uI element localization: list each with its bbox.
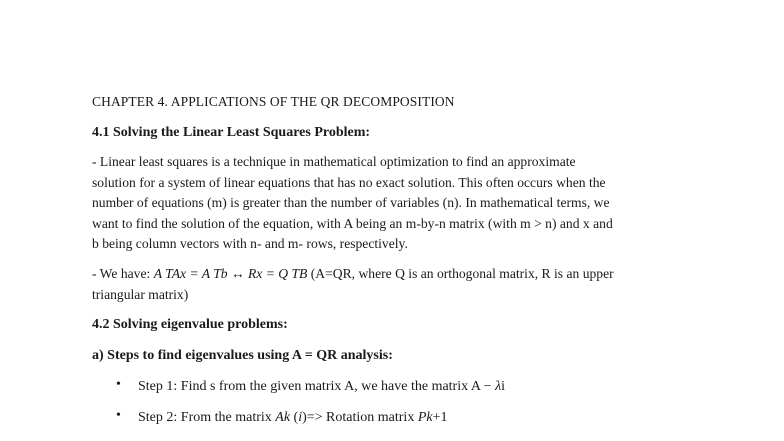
step-text: Step 1: Find s from the given matrix A, we have the matrix A − [138, 379, 496, 394]
step-text: ( [290, 410, 299, 425]
normal-equations-paragraph [92, 264, 692, 305]
normal-equation-formula: A TAx = A Tb ↔ Rx = Q TB [153, 266, 308, 281]
step-text: )=> Rotation matrix [302, 410, 418, 425]
chapter-title: CHAPTER 4. APPLICATIONS OF THE QR DECOMPOSITION [92, 94, 455, 109]
section-4-1-heading: 4.1 Solving the Linear Least Squares Problem: [92, 125, 371, 140]
step-suffix: i [501, 379, 506, 394]
bullet-icon: • [116, 408, 121, 423]
paragraph-line: triangular matrix) [92, 286, 189, 302]
least-squares-paragraph [92, 152, 692, 255]
paragraph-line: solution for a system of linear equations that has no exact solution. This often occurs when the [92, 174, 606, 190]
step-text: Step 2: From the matrix [138, 410, 276, 425]
step-suffix: +1 [432, 410, 448, 425]
paragraph-line: - Linear least squares is a technique in mathematical optimization to find an approximate [92, 154, 576, 169]
paragraph-line [92, 264, 692, 285]
index-i: i [298, 410, 303, 425]
section-4-2-heading: 4.2 Solving eigenvalue problems: [92, 317, 288, 332]
paragraph-line: number of equations (m) is greater than the number of variables (n). In mathematical terms, we [92, 195, 610, 210]
paragraph-line: b being column vectors with n- and m- rows, respectively. [92, 236, 408, 251]
matrix-ak: Ak [275, 410, 291, 425]
eigenvalue-steps-subheading: a) Steps to find eigenvalues using A = QR analysis: [92, 348, 393, 363]
qr-explanation: (A=QR, where Q is an orthogonal matrix, R is an upper [307, 266, 614, 281]
lambda-symbol: λ [495, 379, 502, 394]
matrix-pk: Pk [417, 410, 433, 425]
bullet-icon: • [116, 377, 121, 392]
paragraph-line: want to find the solution of the equation, with A being an m-by-n matrix (with m > n) and x and [92, 215, 613, 231]
we-have-label: - We have: [92, 266, 154, 281]
step-2-item [138, 408, 447, 428]
step-1-item [138, 377, 505, 397]
